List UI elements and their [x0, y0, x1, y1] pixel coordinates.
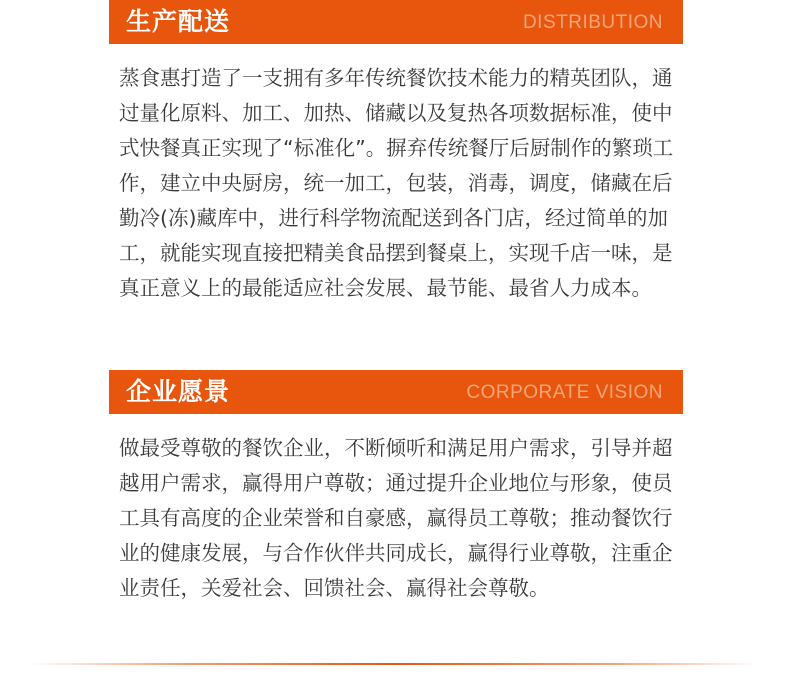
distribution-paragraph: 蒸食惠打造了一支拥有多年传统餐饮技术能力的精英团队，通过量化原料、加工、加热、储藏以及复热各项数据标准，使中式快餐真正实现了“标准化”。摒弃传统餐厅后厨制作的繁琐工作，建立中央厨房，统一加工，包装，消毒，调度，储藏在后勤冷(冻)藏库中，进行科学物流配送到各门店，经过简单的加工，就能实现直接把精美食品摆到餐桌上，实现千店一味，是真正意义上的最能适应社会发展、最节能、最省人力成本。 [119, 66, 674, 300]
section-subtitle: CORPORATE VISION [466, 382, 663, 403]
section-title: 生产配送 [126, 7, 231, 36]
section-header-corporate-vision [109, 370, 683, 414]
section-title: 企业愿景 [126, 377, 231, 406]
corporate-vision-paragraph: 做最受尊敬的餐饮企业，不断倾听和满足用户需求，引导并超越用户需求，赢得用户尊敬；通过提升企业地位与形象，使员工具有高度的企业荣誉和自豪感，赢得员工尊敬；推动餐饮行业的健康发展，与合作伙伴共同成长，赢得行业尊敬，注重企业责任，关爱社会、回馈社会、赢得社会尊敬。 [119, 436, 673, 600]
bottom-divider [30, 663, 760, 665]
section-header-distribution [109, 0, 683, 44]
section-subtitle: DISTRIBUTION [522, 12, 663, 33]
